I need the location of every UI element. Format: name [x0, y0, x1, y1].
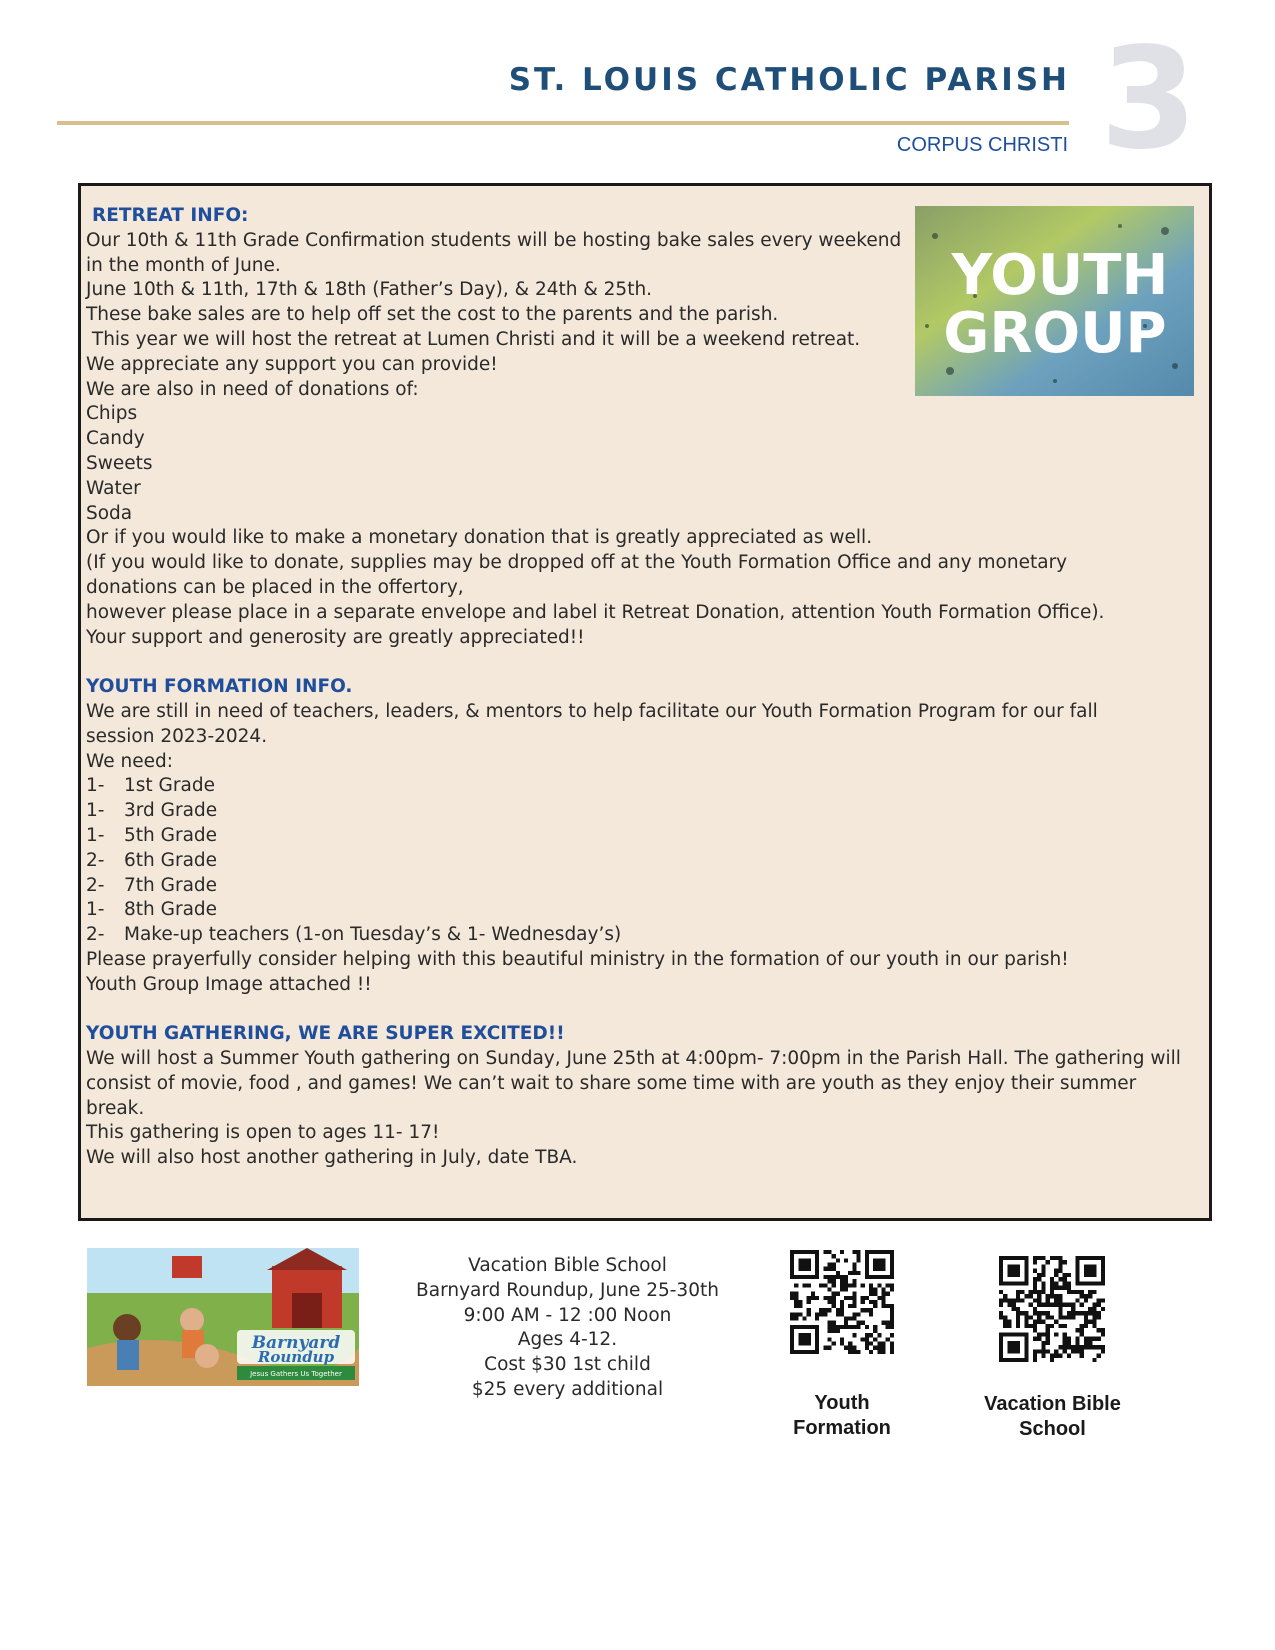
vbs-line: Barnyard Roundup, June 25-30th	[416, 1279, 719, 1301]
qr-label-youth-formation: Youth Formation	[793, 1392, 891, 1439]
donation-item: Sweets	[86, 452, 153, 474]
retreat-line: These bake sales are to help off set the cost to the parents and the parish.	[86, 304, 779, 326]
youth-formation-closing: Please prayerfully consider helping with this beautiful ministry in the formation of our youth in our parish!	[86, 948, 1069, 970]
retreat-heading: RETREAT INFO:	[92, 205, 249, 226]
gathering-line: We will host a Summer Youth gathering on Sunday, June 25th at 4:00pm- 7:00pm in the Parish Hall. The gathering will consist of movie, food , and games! We can’t wait to share some time with are youth as they enjoy their summer break.	[86, 1048, 1187, 1119]
donation-item: Chips	[86, 403, 138, 425]
vbs-details	[395, 1254, 740, 1403]
list-item: 1- 3rd Grade	[86, 800, 218, 822]
retreat-line: We are also in need of donations of:	[86, 378, 419, 400]
youth-formation-heading: YOUTH FORMATION INFO.	[86, 676, 353, 698]
donation-item: Candy	[86, 428, 145, 450]
page-subtitle: CORPUS CHRISTI	[896, 134, 1068, 156]
retreat-line: Your support and generosity are greatly appreciated!!	[86, 626, 585, 648]
gathering-line: We will also host another gathering in July, date TBA.	[86, 1147, 578, 1169]
gathering-line: This gathering is open to ages 11- 17!	[86, 1122, 440, 1144]
parish-title: ST. LOUIS CATHOLIC PARISH	[508, 62, 1070, 98]
header-divider	[57, 121, 1069, 125]
retreat-line: however please place in a separate envelope and label it Retreat Donation, attention Youth Formation Office).	[86, 601, 1105, 623]
gathering-heading: YOUTH GATHERING, WE ARE SUPER EXCITED!!	[86, 1023, 565, 1045]
youth-image-line2: GROUP	[943, 301, 1167, 366]
qr-label-vacation-bible-school: Vacation Bible School	[984, 1393, 1121, 1440]
vbs-line: $25 every additional	[471, 1378, 664, 1400]
barnyard-title-line2: Roundup	[257, 1348, 335, 1366]
list-item: 2- 6th Grade	[86, 849, 218, 871]
barnyard-tagline: Jesus Gathers Us Together	[250, 1370, 342, 1378]
vbs-line: Vacation Bible School	[468, 1255, 667, 1276]
list-item: 1- 8th Grade	[86, 899, 218, 921]
need-label: We need:	[86, 750, 173, 772]
qr-code-youth-formation[interactable]	[790, 1250, 894, 1354]
donation-item: Soda	[86, 502, 133, 524]
retreat-line: June 10th & 11th, 17th & 18th (Father’s Day), & 24th & 25th.	[86, 279, 653, 301]
retreat-line: This year we will host the retreat at Lumen Christi and it will be a weekend retreat.	[86, 328, 861, 350]
retreat-line: Our 10th & 11th Grade Confirmation students will be hosting bake sales every weekend in the month of June.	[86, 229, 908, 276]
page-number: 3	[1100, 18, 1198, 181]
vbs-line: Ages 4-12.	[517, 1329, 618, 1351]
list-item: 2- Make-up teachers (1-on Tuesday’s & 1- Wednesday’s)	[86, 924, 622, 946]
retreat-line: We appreciate any support you can provide!	[86, 353, 498, 375]
list-item: 1- 1st Grade	[86, 775, 215, 797]
image-note: Youth Group Image attached !!	[86, 973, 372, 995]
content-text	[86, 204, 1196, 1171]
vbs-line: Cost $30 1st child	[484, 1354, 651, 1376]
youth-formation-intro: We are still in need of teachers, leaders, & mentors to help facilitate our Youth Formation Program for our fall session 2023-2024.	[86, 700, 1104, 747]
qr-code-vacation-bible-school[interactable]	[999, 1256, 1105, 1362]
youth-image-line1: YOUTH	[951, 243, 1169, 308]
vbs-line: 9:00 AM - 12 :00 Noon	[463, 1304, 672, 1326]
list-item: 2- 7th Grade	[86, 874, 218, 896]
retreat-line: (If you would like to donate, supplies may be dropped off at the Youth Formation Office and any monetary donations can be placed in the offertory,	[86, 552, 1074, 598]
retreat-line: Or if you would like to make a monetary donation that is greatly appreciated as well.	[86, 527, 873, 549]
donation-item: Water	[86, 477, 141, 499]
barnyard-title-line1: Barnyard	[251, 1333, 341, 1353]
barnyard-roundup-image	[87, 1248, 359, 1386]
list-item: 1- 5th Grade	[86, 824, 218, 846]
